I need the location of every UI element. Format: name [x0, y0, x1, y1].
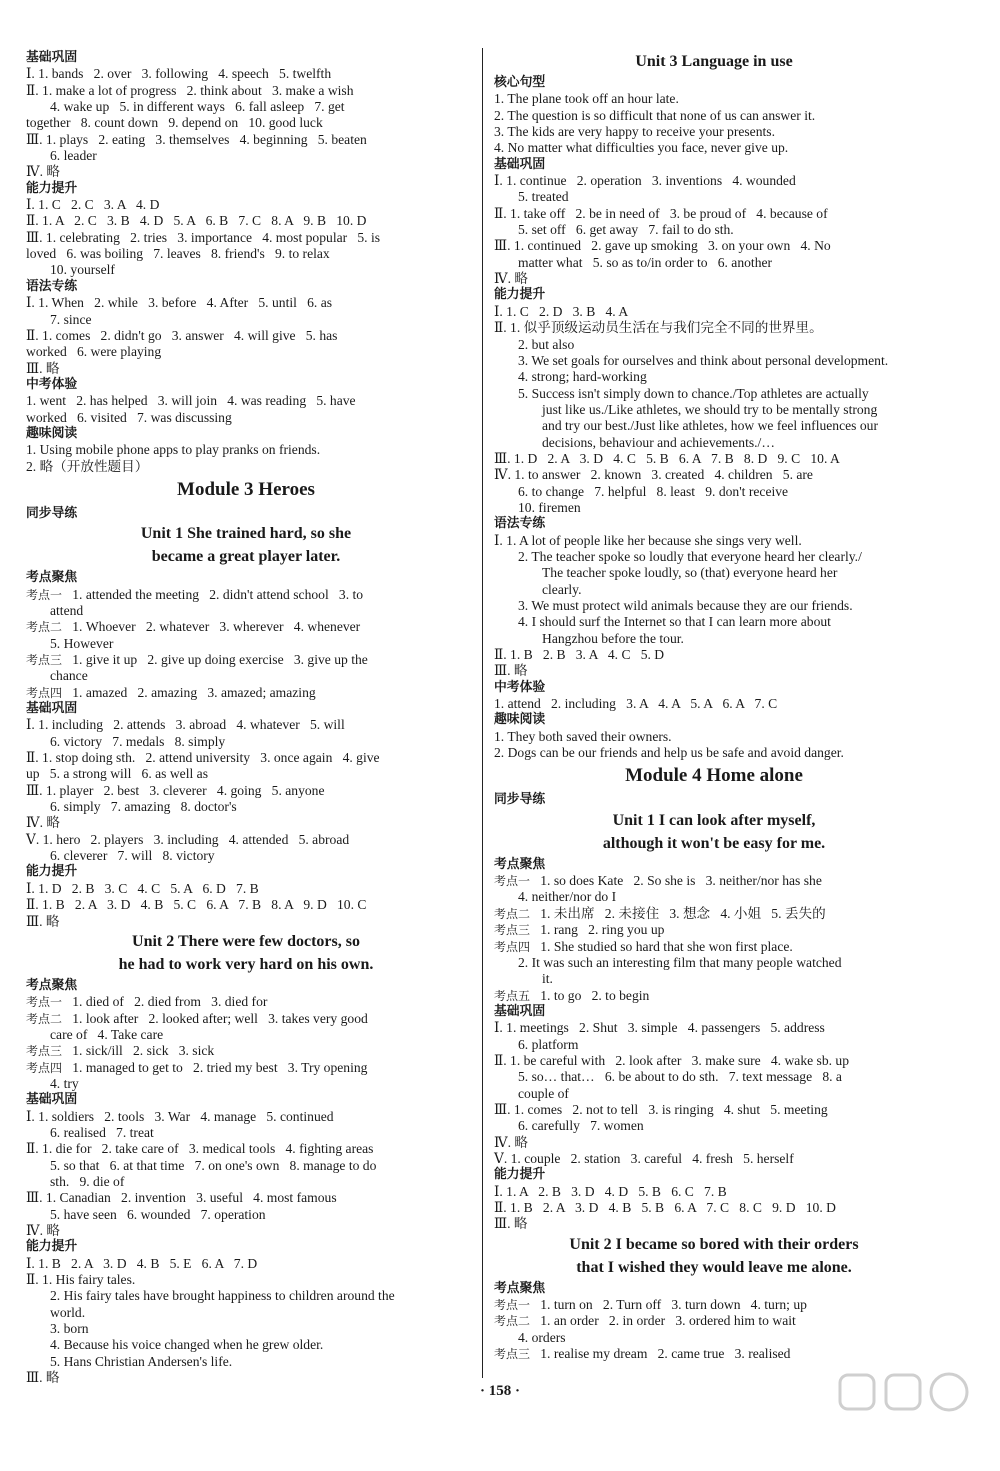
- answer-line: [494, 1297, 934, 1313]
- answer-line: 6. realised 7. treat: [50, 1124, 154, 1140]
- answer-line: 3. The kids are very happy to receive your presents.: [494, 124, 775, 140]
- answer-line: Ⅲ. 1. celebrating 2. tries 3. importance 4. most popular 5. is: [26, 229, 381, 245]
- answer-text: 1. look after 2. looked after; well 3. takes very good: [72, 1010, 368, 1026]
- answer-line: 4. strong; hard-working: [518, 369, 647, 385]
- answer-line: Ⅰ. 1. bands 2. over 3. following 4. speech 5. twelfth: [26, 66, 332, 82]
- answer-line: 2. but also: [518, 336, 575, 352]
- answer-line: Ⅲ. 1. D 2. A 3. D 4. C 5. B 6. A 7. B 8. D 9. C 10. A: [494, 450, 840, 466]
- answer-text: 1. died of 2. died from 3. died for: [72, 994, 268, 1010]
- answer-line: just like us./Like athletes, we should try to be mentally strong: [542, 401, 878, 417]
- answer-line: care of 4. Take care: [50, 1026, 164, 1042]
- section-heading: 中考体验: [26, 376, 78, 392]
- section-heading: 考点聚焦: [494, 1280, 546, 1296]
- answer-line: 6. to change 7. helpful 8. least 9. don't receive: [518, 483, 789, 499]
- answer-line: 6. simply 7. amazing 8. doctor's: [50, 799, 237, 815]
- section-heading: 考点聚焦: [494, 856, 546, 872]
- answer-line: 6. leader: [50, 148, 97, 164]
- answer-line: 1. attend 2. including 3. A 4. A 5. A 6. A 7. C: [494, 696, 778, 712]
- answer-line: Ⅱ. 1. B 2. B 3. A 4. C 5. D: [494, 647, 665, 663]
- answer-line: loved 6. was boiling 7. leaves 8. friend's 9. to relax: [26, 246, 330, 262]
- answer-line: [26, 652, 466, 668]
- answer-line: 4. No matter what difficulties you face, never give up.: [494, 140, 789, 156]
- unit-title: he had to work very hard on his own.: [118, 955, 374, 973]
- left-column: [26, 50, 466, 1386]
- answer-text: 1. an order 2. in order 3. ordered him to wait: [540, 1313, 796, 1329]
- answer-line: [26, 1060, 466, 1076]
- answer-line: Ⅱ. 1. B 2. A 3. D 4. B 5. B 6. A 7. C 8. C 9. D 10. D: [494, 1200, 836, 1215]
- kaodian-label: 考点二: [494, 906, 531, 921]
- answer-line: Ⅲ. 1. Canadian 2. invention 3. useful 4. most famous: [26, 1190, 337, 1206]
- answer-line: [26, 1011, 466, 1027]
- answer-line: matter what 5. so as to/in order to 6. another: [518, 254, 773, 270]
- answer-text: 1. 未出席 2. 未接住 3. 想念 4. 小姐 5. 丢失的: [540, 905, 826, 921]
- answer-text: 1. managed to get to 2. tried my best 3. Try opening: [72, 1059, 368, 1075]
- answer-text: 1. turn on 2. Turn off 3. turn down 4. turn; up: [540, 1297, 807, 1313]
- answer-line: Ⅲ. 1. continued 2. gave up smoking 3. on your own 4. No: [494, 238, 831, 254]
- answer-line: [26, 1043, 466, 1059]
- answer-line: [26, 619, 466, 635]
- answer-text: 1. give it up 2. give up doing exercise 3. give up the: [72, 652, 368, 667]
- kaodian-label: 考点三: [494, 923, 531, 938]
- answer-text: 1. so does Kate 2. So she is 3. neither/nor has she: [540, 873, 822, 889]
- section-heading: 基础巩固: [26, 50, 78, 65]
- kaodian-label: 考点三: [26, 653, 63, 667]
- answer-line: Ⅲ. 略: [26, 913, 60, 929]
- kaodian-label: 考点三: [494, 1347, 531, 1362]
- answer-line: 3. We set goals for ourselves and think about personal development.: [518, 352, 889, 368]
- answer-line: world.: [50, 1304, 86, 1320]
- answer-line: 2. It was such an interesting film that many people watched: [518, 954, 842, 970]
- answer-text: 1. rang 2. ring you up: [540, 922, 665, 938]
- section-heading: 语法专练: [494, 516, 546, 532]
- answer-line: Ⅲ. 1. comes 2. not to tell 3. is ringing 4. shut 5. meeting: [494, 1101, 828, 1117]
- answer-line: The teacher spoke loudly, so (that) everyone heard her: [542, 565, 838, 581]
- answer-line: 2. The teacher spoke so loudly that everyone heard her clearly./: [518, 548, 862, 564]
- section-heading: 趣味阅读: [26, 425, 78, 441]
- answer-line: Ⅰ. 1. A 2. B 3. D 4. D 5. B 6. C 7. B: [494, 1183, 727, 1199]
- kaodian-label: 考点五: [494, 988, 531, 1003]
- kaodian-label: 考点一: [26, 587, 63, 602]
- answer-text: 1. attended the meeting 2. didn't attend school 3. to: [72, 586, 364, 602]
- answer-line: chance: [50, 668, 88, 684]
- answer-line: Ⅱ. 1. His fairy tales.: [26, 1272, 136, 1288]
- answer-line: [494, 922, 934, 938]
- answer-line: Ⅳ. 略: [494, 1134, 528, 1150]
- answer-line: Ⅱ. 1. be careful with 2. look after 3. make sure 4. wake sb. up: [494, 1052, 850, 1068]
- answer-line: Ⅱ. 1. 似乎顶级运动员生活在与我们完全不同的世界里。: [494, 320, 823, 336]
- answer-line: Ⅰ. 1. C 2. C 3. A 4. D: [26, 197, 160, 213]
- answer-line: [494, 939, 934, 955]
- answer-line: Ⅳ. 略: [26, 815, 60, 831]
- section-heading: 基础巩固: [494, 1003, 546, 1019]
- kaodian-label: 考点一: [26, 995, 63, 1010]
- column-divider: [482, 48, 483, 1378]
- answer-line: 2. The question is so difficult that none of us can answer it.: [494, 107, 816, 123]
- answer-line: [26, 587, 466, 603]
- answer-line: 4. I should surf the Internet so that I can learn more about: [518, 614, 831, 630]
- answer-line: 5. so… that… 6. be about to do sth. 7. text message 8. a: [518, 1069, 842, 1085]
- answer-text: 1. amazed 2. amazing 3. amazed; amazing: [72, 684, 316, 700]
- answer-text: 1. realise my dream 2. came true 3. realised: [540, 1346, 791, 1362]
- answer-line: 10. firemen: [518, 499, 581, 515]
- answer-line: 5. However: [50, 635, 114, 651]
- answer-line: up 5. a strong will 6. as well as: [26, 766, 208, 782]
- answer-line: Ⅴ. 1. couple 2. station 3. careful 4. fresh 5. herself: [494, 1150, 794, 1166]
- answer-line: [26, 685, 466, 701]
- page-number: · 158 ·: [479, 1383, 520, 1399]
- answer-line: 6. platform: [518, 1036, 579, 1052]
- unit-title: Unit 2 I became so bored with their orders: [569, 1235, 859, 1253]
- answer-line: it.: [542, 971, 553, 987]
- answer-line: 5. set off 6. get away 7. fail to do sth.: [518, 222, 734, 238]
- section-heading: 语法专练: [26, 278, 78, 294]
- module-title: Module 4 Home alone: [625, 765, 803, 787]
- kaodian-label: 考点一: [494, 874, 531, 889]
- answer-line: [494, 873, 934, 889]
- answer-line: Ⅳ. 略: [26, 164, 60, 180]
- kaodian-label: 考点二: [494, 1314, 531, 1329]
- answer-line: 7. since: [50, 311, 92, 327]
- section-heading: 核心句型: [494, 75, 546, 90]
- unit-title: Unit 3 Language in use: [635, 53, 793, 70]
- unit-title: Unit 1 She trained hard, so she: [140, 525, 352, 543]
- answer-line: and try our best./Just like athletes, how we feel influences our: [542, 418, 878, 434]
- answer-line: 4. wake up 5. in different ways 6. fall asleep 7. get: [50, 99, 345, 115]
- answer-line: 1. Using mobile phone apps to play pranks on friends.: [26, 442, 321, 458]
- answer-line: Ⅱ. 1. stop doing sth. 2. attend university 3. once again 4. give: [26, 750, 380, 766]
- kaodian-label: 考点一: [494, 1298, 531, 1313]
- answer-line: attend: [50, 602, 84, 618]
- answer-line: Ⅳ. 1. to answer 2. known 3. created 4. children 5. are: [494, 467, 813, 483]
- answer-text: 1. She studied so hard that she won first place.: [540, 938, 793, 954]
- unit-title: that I wished they would leave me alone.: [576, 1258, 852, 1276]
- section-heading: 能力提升: [26, 1239, 78, 1255]
- unit-title: Unit 2 There were few doctors, so: [132, 932, 360, 950]
- answer-line: Ⅲ. 1. plays 2. eating 3. themselves 4. beginning 5. beaten: [26, 131, 367, 147]
- section-heading: 基础巩固: [26, 1092, 78, 1108]
- section-heading: 基础巩固: [494, 156, 546, 172]
- module-title: Module 3 Heroes: [177, 478, 315, 500]
- answer-line: 5. so that 6. at that time 7. on one's own 8. manage to do: [50, 1157, 377, 1173]
- answer-line: sth. 9. die of: [50, 1173, 125, 1189]
- answer-line: decisions, behaviour and achievements./…: [542, 434, 775, 450]
- section-heading: 考点聚焦: [26, 977, 78, 993]
- answer-line: Ⅳ. 略: [26, 1223, 60, 1238]
- unit-title: although it won't be easy for me.: [602, 834, 826, 852]
- answer-line: 2. His fairy tales have brought happiness to children around the: [50, 1288, 395, 1304]
- answer-line: [494, 906, 934, 922]
- kaodian-label: 考点二: [26, 1011, 63, 1026]
- answer-line: Ⅲ. 1. player 2. best 3. cleverer 4. going 5. anyone: [26, 782, 325, 798]
- answer-line: Ⅰ. 1. D 2. B 3. C 4. C 5. A 6. D 7. B: [26, 880, 259, 896]
- watermark-logo: [830, 1369, 980, 1459]
- section-heading: 能力提升: [494, 1167, 546, 1183]
- answer-line: 6. victory 7. medals 8. simply: [50, 733, 226, 749]
- answer-line: 4. orders: [518, 1329, 566, 1345]
- answer-line: 3. born: [50, 1321, 89, 1337]
- section-heading: 趣味阅读: [494, 712, 546, 728]
- section-heading: 中考体验: [494, 679, 546, 695]
- answer-line: 4. neither/nor do I: [518, 889, 617, 905]
- answer-line: [494, 988, 934, 1004]
- section-heading: 基础巩固: [26, 701, 78, 717]
- answer-line: Ⅱ. 1. die for 2. take care of 3. medical tools 4. fighting areas: [26, 1141, 374, 1157]
- answer-line: Ⅰ. 1. soldiers 2. tools 3. War 4. manage 5. continued: [26, 1108, 334, 1124]
- answer-line: worked 6. visited 7. was discussing: [26, 409, 232, 425]
- answer-line: 4. Because his voice changed when he grew older.: [50, 1337, 324, 1353]
- answer-line: Ⅰ. 1. A lot of people like her because she sings very well.: [494, 532, 802, 548]
- answer-text: 1. Whoever 2. whatever 3. wherever 4. whenever: [72, 619, 361, 635]
- answer-line: clearly.: [542, 581, 582, 597]
- answer-line: 5. Hans Christian Andersen's life.: [50, 1353, 233, 1369]
- answer-line: Hangzhou before the tour.: [542, 630, 684, 646]
- answer-line: 5. treated: [518, 189, 569, 205]
- answer-line: Ⅰ. 1. meetings 2. Shut 3. simple 4. passengers 5. address: [494, 1020, 825, 1036]
- kaodian-label: 考点二: [26, 620, 63, 635]
- answer-line: 5. Success isn't simply down to chance./Top athletes are actually: [518, 385, 869, 401]
- answer-line: Ⅱ. 1. take off 2. be in need of 3. be proud of 4. because of: [494, 205, 828, 221]
- answer-line: Ⅰ. 1. B 2. A 3. D 4. B 5. E 6. A 7. D: [26, 1255, 258, 1271]
- answer-line: 6. carefully 7. women: [518, 1118, 644, 1134]
- answer-line: 10. yourself: [50, 262, 115, 278]
- answer-line: 5. have seen 6. wounded 7. operation: [50, 1206, 266, 1222]
- answer-line: Ⅱ. 1. B 2. A 3. D 4. B 5. C 6. A 7. B 8. A 9. D 10. C: [26, 897, 367, 913]
- section-heading: 能力提升: [26, 864, 78, 880]
- answer-line: Ⅱ. 1. make a lot of progress 2. think about 3. make a wish: [26, 82, 354, 98]
- answer-text: 1. sick/ill 2. sick 3. sick: [72, 1043, 215, 1059]
- answer-line: 1. They both saved their owners.: [494, 728, 672, 744]
- answer-line: Ⅳ. 略: [494, 271, 528, 287]
- kaodian-label: 考点四: [26, 685, 63, 700]
- answer-line: Ⅱ. 1. comes 2. didn't go 3. answer 4. will give 5. has: [26, 327, 338, 343]
- section-heading: 能力提升: [26, 180, 78, 196]
- unit-title: Unit 1 I can look after myself,: [612, 811, 816, 829]
- answer-line: Ⅰ. 1. continue 2. operation 3. inventions 4. wounded: [494, 173, 796, 189]
- section-heading: 考点聚焦: [26, 570, 78, 586]
- answer-line: 1. The plane took off an hour late.: [494, 91, 679, 107]
- kaodian-label: 考点四: [26, 1060, 63, 1075]
- answer-line: Ⅴ. 1. hero 2. players 3. including 4. attended 5. abroad: [26, 831, 350, 847]
- section-heading: 同步导练: [26, 505, 78, 521]
- answer-line: Ⅱ. 1. A 2. C 3. B 4. D 5. A 6. B 7. C 8. A 9. B 10. D: [26, 213, 367, 229]
- answer-line: [26, 994, 466, 1010]
- right-column: [494, 50, 934, 1362]
- answer-line: Ⅰ. 1. including 2. attends 3. abroad 4. whatever 5. will: [26, 717, 345, 733]
- answer-line: Ⅲ. 略: [26, 360, 60, 376]
- answer-line: 6. cleverer 7. will 8. victory: [50, 848, 215, 864]
- answer-line: 1. went 2. has helped 3. will join 4. was reading 5. have: [26, 393, 356, 409]
- answer-text: 1. to go 2. to begin: [540, 987, 650, 1003]
- kaodian-label: 考点三: [26, 1044, 63, 1059]
- answer-line: Ⅰ. 1. When 2. while 3. before 4. After 5. until 6. as: [26, 295, 333, 311]
- answer-line: 4. try: [50, 1075, 79, 1091]
- answer-line: Ⅰ. 1. C 2. D 3. B 4. A: [494, 303, 629, 319]
- answer-line: 2. 略（开放性题目）: [26, 458, 149, 474]
- answer-line: Ⅲ. 略: [26, 1370, 60, 1386]
- answer-line: 2. Dogs can be our friends and help us be safe and avoid danger.: [494, 745, 844, 761]
- answer-line: 3. We must protect wild animals because they are our friends.: [518, 598, 853, 613]
- section-heading: 同步导练: [494, 792, 546, 808]
- answer-line: [494, 1346, 934, 1362]
- section-heading: 能力提升: [494, 287, 546, 303]
- answer-line: [494, 1313, 934, 1329]
- answer-line: Ⅲ. 略: [494, 663, 528, 679]
- kaodian-label: 考点四: [494, 939, 531, 954]
- answer-line: worked 6. were playing: [26, 344, 162, 360]
- answer-line: together 8. count down 9. depend on 10. good luck: [26, 115, 323, 131]
- unit-title: became a great player later.: [151, 548, 341, 566]
- answer-line: Ⅲ. 略: [494, 1216, 528, 1232]
- answer-line: couple of: [518, 1085, 569, 1101]
